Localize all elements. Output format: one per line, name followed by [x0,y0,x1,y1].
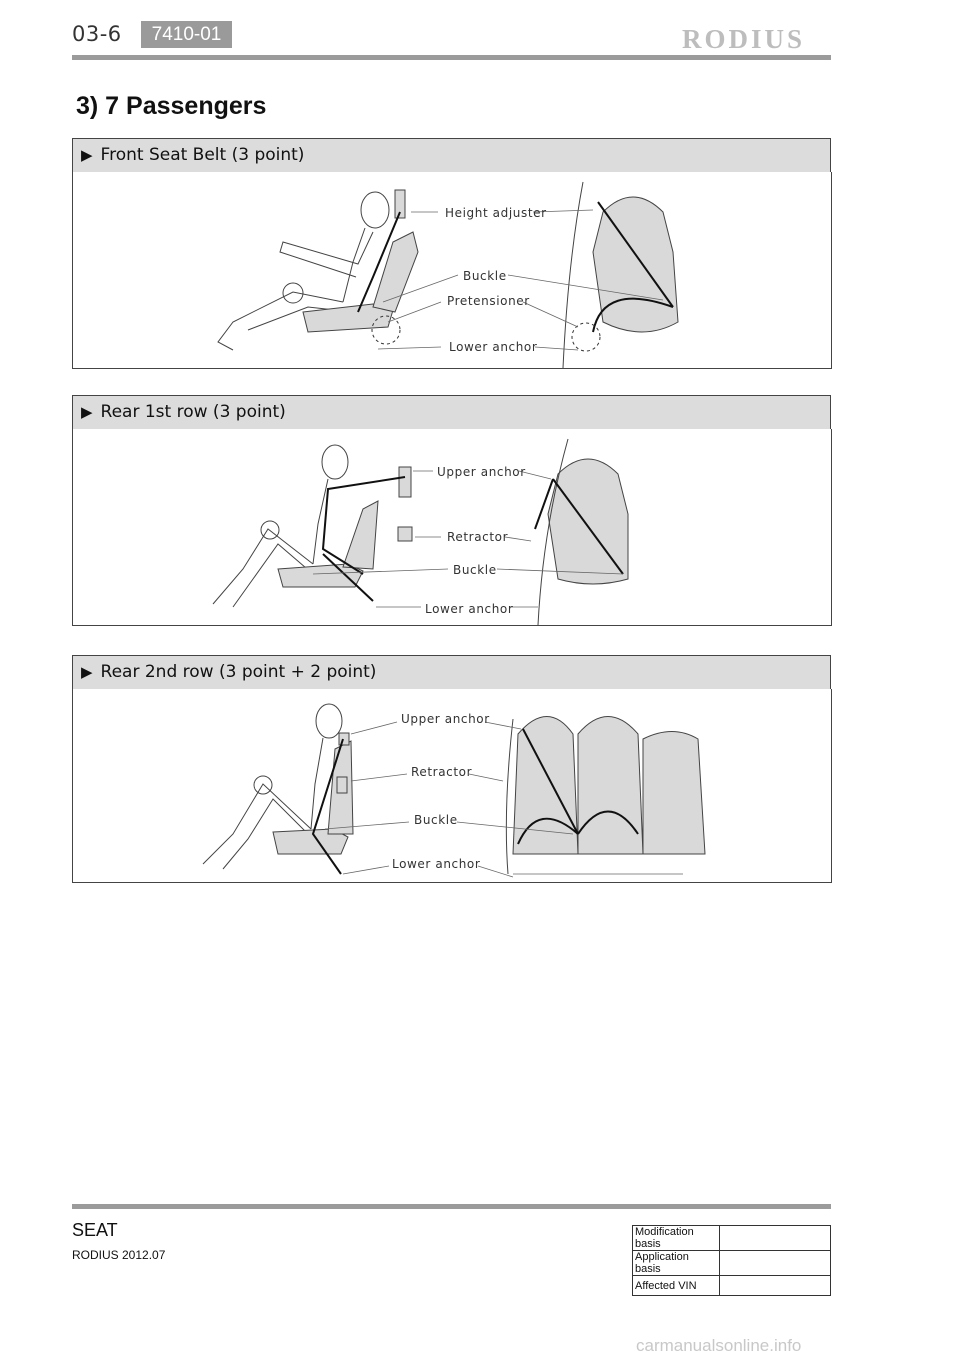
rear-2nd-row-illustration [73,689,831,882]
brand-logo: RODIUS [682,24,806,54]
table-cell-value [720,1251,831,1276]
section-header-rear-1st-row [72,395,831,430]
label-lower-anchor: Lower anchor [392,857,481,871]
section-code-badge: 7410-01 [141,21,232,48]
section-title: 3) 7 Passengers [76,92,267,120]
triangle-right-icon: ▶ [81,403,93,421]
revision-info-table [632,1225,831,1296]
table-cell-label: Affected VIN [633,1276,720,1296]
front-seat-belt-diagram [72,172,832,369]
table-cell-label: Application basis [633,1251,720,1276]
header-rule [72,55,831,60]
table-row [633,1251,831,1276]
triangle-right-icon: ▶ [81,663,93,681]
front-seat-illustration [73,172,831,368]
rear-1st-row-diagram [72,429,832,626]
table-cell-value [720,1226,831,1251]
label-pretensioner: Pretensioner [447,294,530,308]
table-cell-value [720,1276,831,1296]
label-buckle: Buckle [414,813,458,827]
label-buckle: Buckle [463,269,507,283]
label-upper-anchor: Upper anchor [437,465,526,479]
table-row [633,1226,831,1251]
footer-model-date: RODIUS 2012.07 [72,1248,166,1262]
label-lower-anchor: Lower anchor [449,340,538,354]
label-height-adjuster: Height adjuster [445,206,547,220]
section-header-label: Rear 1st row (3 point) [100,402,286,422]
label-upper-anchor: Upper anchor [401,712,490,726]
label-buckle: Buckle [453,563,497,577]
label-lower-anchor: Lower anchor [425,602,514,616]
footer-section-name: SEAT [72,1220,118,1240]
section-header-rear-2nd-row [72,655,831,690]
label-retractor: Retractor [447,530,509,544]
page-number: 03-6 [72,22,122,46]
watermark: carmanualsonline.info [636,1336,802,1355]
section-header-label: Rear 2nd row (3 point + 2 point) [100,662,377,682]
footer-rule [72,1204,831,1209]
section-header-front-seat-belt [72,138,831,173]
table-row [633,1276,831,1296]
triangle-right-icon: ▶ [81,146,93,164]
label-retractor: Retractor [411,765,473,779]
rear-2nd-row-diagram [72,689,832,883]
section-header-label: Front Seat Belt (3 point) [100,145,305,165]
rear-1st-row-illustration [73,429,831,625]
table-cell-label: Modification basis [633,1226,720,1251]
